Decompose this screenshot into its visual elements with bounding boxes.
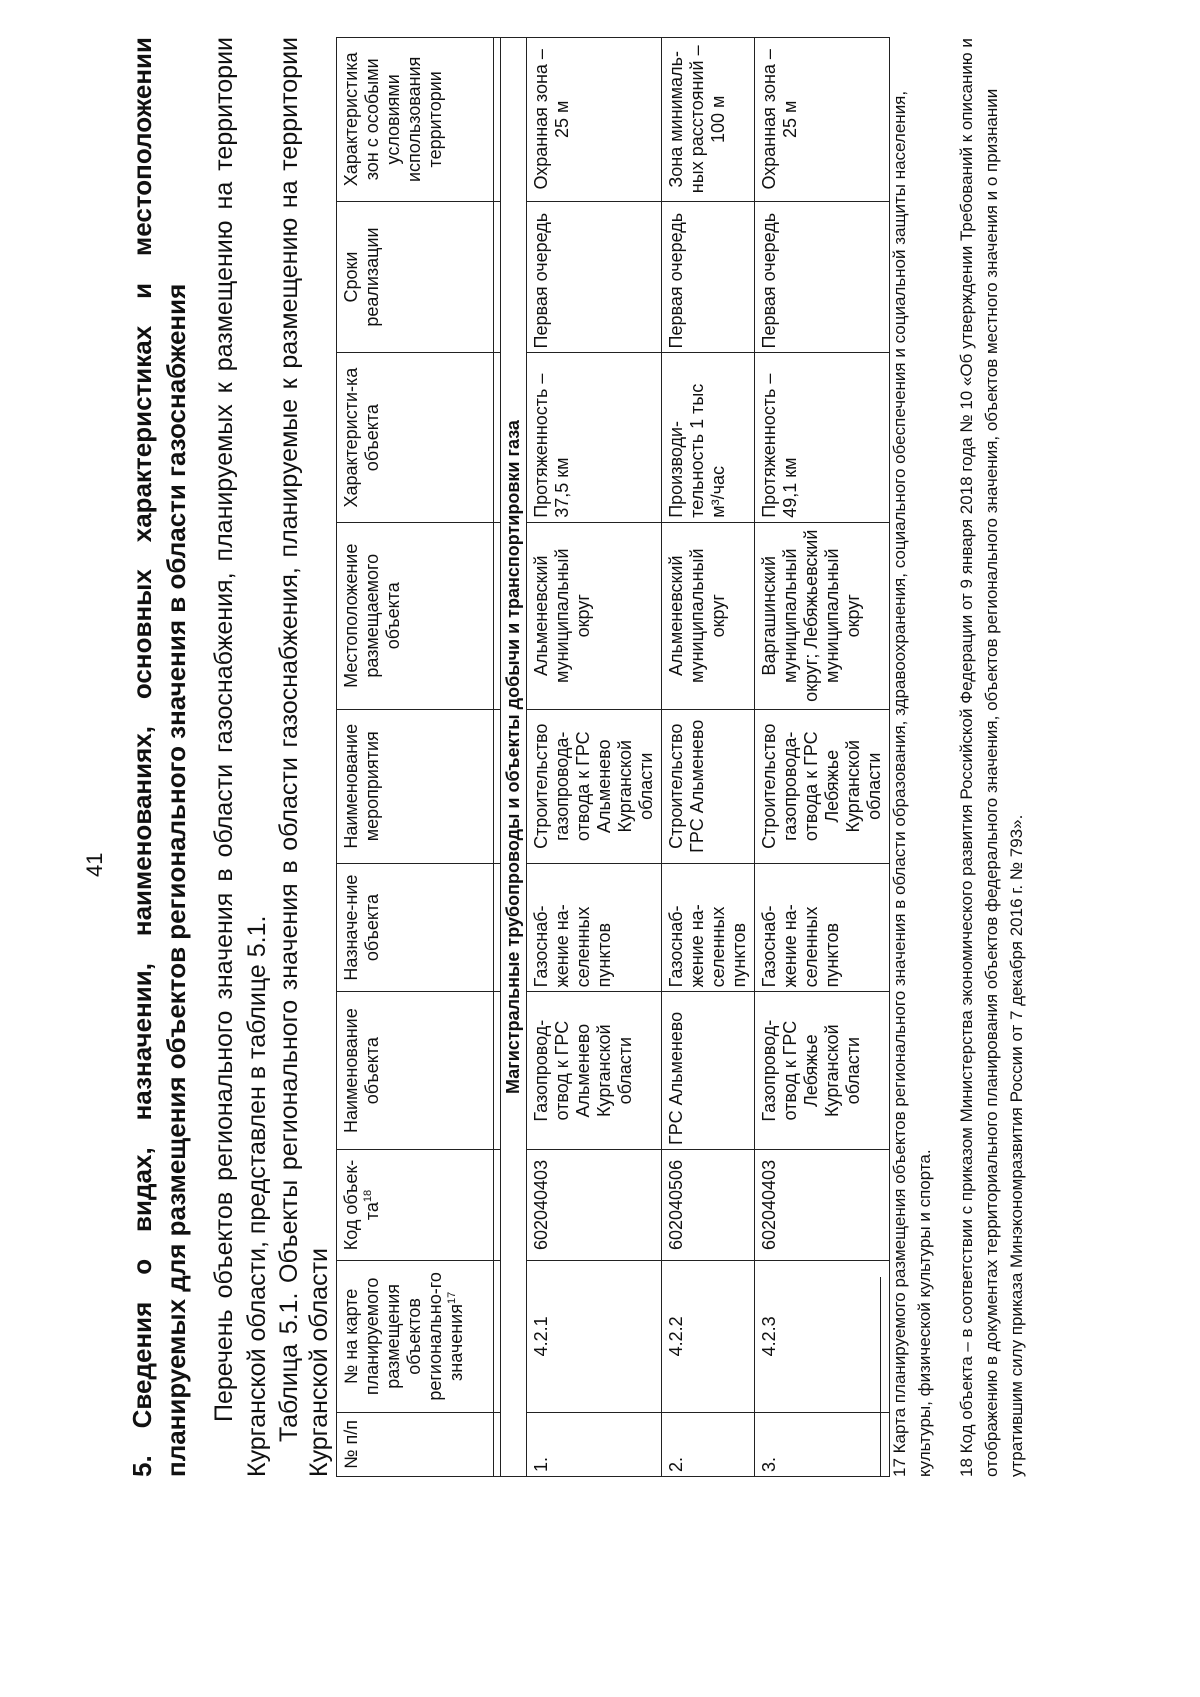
page-number: 41 (82, 852, 107, 877)
header-purpose: Назначе-ние объекта (337, 863, 494, 991)
cell-map-num: 4.2.3 (755, 1260, 890, 1412)
cell-terms: Первая очередь (527, 201, 662, 353)
table-row (662, 38, 755, 1477)
footnote-18: 18 Код объекта – в соответствии с приказом Министерства экономического развития Российской Федерации от 9 января 2018 года № 10 «Об утверждении Требований к описанию и отображению в документах территориального планирования объектов федерального значения, объектов регионального значения, объектов местного значения и о признании утратившим силу приказа Минэкономразвития России от 7 декабря 2016 г. № 793». (957, 38, 1026, 1477)
cell-characteristics: Протяженность – 49,1 км (755, 353, 890, 522)
footnote-ref-17: 17 (446, 1291, 458, 1304)
header-zones: Характеристика зон с особыми условиями использования территории (337, 38, 494, 202)
header-map-num-text: № на карте планируемого размещения объектов регионально-го значения (341, 1272, 466, 1401)
cell-location: Альменевский муниципальный округ (662, 522, 755, 709)
cell-name: Газопровод-отвод к ГРС Альменево Курганской области (527, 992, 662, 1150)
cell-map-num: 4.2.2 (662, 1260, 755, 1412)
spacer-row (494, 38, 501, 1477)
cell-purpose: Газоснаб-жение на-селенных пунктов (527, 863, 662, 991)
cell-activity: Строительство ГРС Альменево (662, 709, 755, 863)
header-characteristics: Характеристи-ка объекта (337, 353, 494, 522)
header-location: Местоположение размещаемого объекта (337, 522, 494, 709)
cell-code: 602040506 (662, 1149, 755, 1260)
cell-zones: Охранная зона – 25 м (527, 38, 662, 202)
cell-zones: Охранная зона – 25 м (755, 38, 890, 202)
header-activity: Наименование мероприятия (337, 709, 494, 863)
cell-zones: Зона минималь-ных расстояний – 100 м (662, 38, 755, 202)
cell-terms: Первая очередь (755, 201, 890, 353)
section-title: Магистральные трубопроводы и объекты добычи и транспортировки газа (501, 38, 527, 1477)
header-code-text: Код объек-та (341, 1159, 382, 1251)
footnote-ref-18: 18 (362, 1189, 374, 1203)
cell-name: ГРС Альменево (662, 992, 755, 1150)
cell-purpose: Газоснаб-жение на-селенных пунктов (662, 863, 755, 991)
cell-num: 1. (527, 1412, 662, 1476)
table-row (527, 38, 662, 1477)
cell-location: Варгашинский муниципальный округ; Лебяжьевский муниципальный округ (755, 522, 890, 709)
cell-num: 2. (662, 1412, 755, 1476)
table-caption: Таблица 5.1. Объекты регионального значения в области газоснабжения, планируемые к размещению на территории Курганской области (275, 37, 333, 1477)
cell-code: 602040403 (527, 1149, 662, 1260)
table-row (755, 38, 890, 1477)
header-map-num (337, 1260, 494, 1412)
header-code (337, 1149, 494, 1260)
cell-location: Альменевский муниципальный округ (527, 522, 662, 709)
footnote-17: 17 Карта планируемого размещения объектов регионального значения в области образования, здравоохранения, социального обеспечения и социальной защиты населения, культуры, физической культуры и спорта. (890, 90, 934, 1477)
cell-characteristics: Производи-тельность 1 тыс м³/час (662, 353, 755, 522)
cell-map-num: 4.2.1 (527, 1260, 662, 1412)
cell-characteristics: Протяженность – 37,5 км (527, 353, 662, 522)
cell-activity: Строительство газопровода-отвода к ГРС Лебяжье Курганской области (755, 709, 890, 863)
cell-code: 602040403 (755, 1149, 890, 1260)
intro-paragraph: Перечень объектов регионального значения в области газоснабжения, планируемых к размещению на территории Курганской области, представлен в таблице 5.1. (210, 37, 271, 1477)
cell-name: Газопровод-отвод к ГРС Лебяжье Курганской области (755, 992, 890, 1150)
section-row (501, 38, 527, 1477)
cell-purpose: Газоснаб-жение на-селенных пунктов (755, 863, 890, 991)
footnote-separator (880, 1277, 881, 1477)
cell-num: 3. (755, 1412, 890, 1476)
header-name: Наименование объекта (337, 992, 494, 1150)
table-header-row (337, 38, 494, 1477)
header-terms: Сроки реализации (337, 201, 494, 353)
objects-table (336, 37, 890, 1477)
cell-terms: Первая очередь (662, 201, 755, 353)
section-heading: 5. Сведения о видах, назначении, наименованиях, основных характеристиках и местоположении планируемых для размещения объектов регионального значения в области газоснабжения (127, 37, 191, 1477)
cell-activity: Строительство газопровода-отвода к ГРС Альменево Курганской области (527, 709, 662, 863)
header-num: № п/п (337, 1412, 494, 1476)
